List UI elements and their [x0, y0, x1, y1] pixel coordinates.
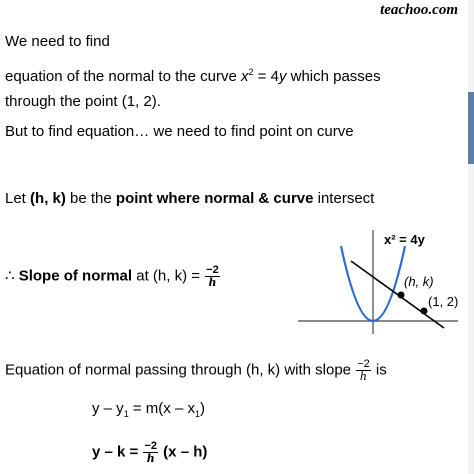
- equation-line-2: [92, 440, 207, 465]
- fraction-denominator: h: [208, 276, 217, 289]
- slope-fraction: [356, 358, 371, 383]
- text-fragment: equation of the normal to the curve: [5, 68, 241, 85]
- equation-line-1: [92, 400, 205, 423]
- text-fragment: ∴: [5, 267, 19, 285]
- text-fragment: = m(x – x: [128, 400, 195, 417]
- text-line-4: But to find equation… we need to find point on curve: [5, 123, 354, 140]
- text-fragment: = 4: [253, 68, 279, 85]
- text-fragment: intersect: [313, 190, 375, 207]
- scrollbar-track[interactable]: [468, 0, 474, 474]
- fraction-numerator: −2: [357, 358, 370, 370]
- point-12-label: (1, 2): [428, 294, 459, 309]
- text-fragment: Equation of normal passing through (h, k) with slope: [5, 361, 356, 379]
- slope-fraction: [143, 440, 158, 465]
- text-line-2: [5, 63, 381, 86]
- text-fragment: at (h, k) =: [132, 267, 205, 285]
- text-line-7: [5, 358, 387, 383]
- text-fragment: Let: [5, 190, 31, 207]
- point-12-marker: [421, 308, 428, 315]
- fraction-numerator: −2: [144, 440, 158, 452]
- curve-label: x² = 4y: [384, 232, 425, 247]
- text-line-5: [5, 190, 374, 208]
- fraction-denominator: h: [359, 370, 368, 383]
- brand-logo: teachoo.com: [380, 2, 458, 18]
- bold-fragment: point where normal & curve: [115, 190, 314, 207]
- slope-fraction: [205, 264, 220, 289]
- fraction-numerator: −2: [206, 264, 219, 276]
- subscript: 1: [194, 409, 200, 419]
- text-fragment: (x – h): [159, 443, 208, 461]
- math-var: x: [240, 68, 249, 85]
- text-fragment: is: [371, 361, 387, 379]
- superscript: 2: [248, 67, 254, 77]
- math-var: y: [278, 68, 287, 85]
- graph-diagram: [296, 228, 466, 338]
- scrollbar-thumb[interactable]: [468, 92, 474, 164]
- text-line-3: through the point (1, 2).: [5, 93, 161, 110]
- text-line-1: We need to find: [5, 33, 110, 50]
- point-hk-label: (h, k): [404, 274, 434, 289]
- bold-fragment: Slope of normal: [18, 267, 133, 285]
- text-fragment: y – k =: [92, 443, 143, 461]
- subscript: 1: [123, 409, 129, 419]
- bold-fragment: (h, k): [30, 190, 66, 207]
- fraction-denominator: h: [146, 452, 155, 465]
- text-fragment: ): [199, 400, 205, 417]
- text-fragment: which passes: [286, 68, 381, 85]
- text-fragment: be the: [65, 190, 116, 207]
- text-fragment: y – y: [92, 400, 124, 417]
- text-line-6: [5, 264, 221, 289]
- point-hk-marker: [398, 292, 405, 299]
